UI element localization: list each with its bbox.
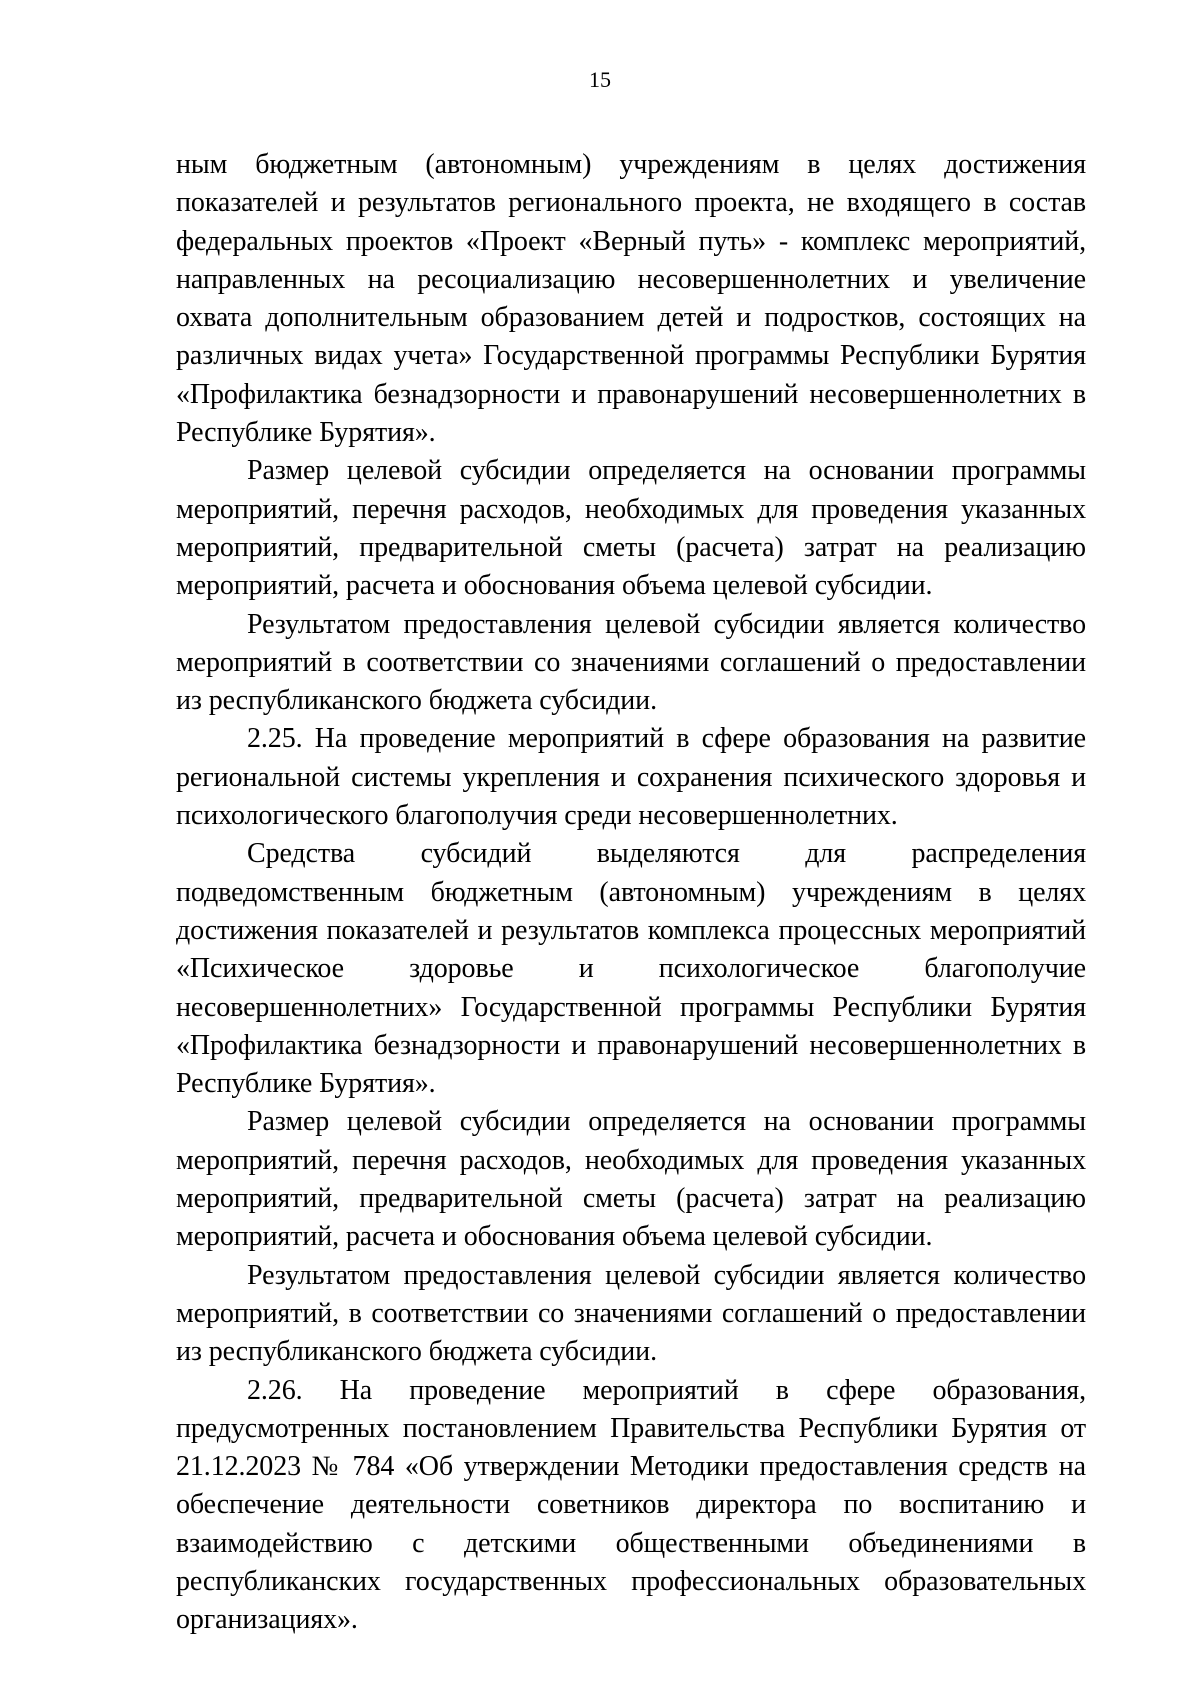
paragraph-subsidy-size: Размер целевой субсидии определяется на основании программы мероприятий, перечня расходов, необходимых для проведения указанных мероприятий, предварительной сметы (расчета) затрат на реализацию мероприятий, расчета и обоснования объема целевой субсидии. (176, 455, 1086, 602)
paragraph-subsidy-result-2: Результатом предоставления целевой субсидии является количество мероприятий, в соответствии со значениями соглашений о предоставлении из республиканского бюджета субсидии. (176, 1259, 1086, 1368)
paragraph-subsidy-result: Результатом предоставления целевой субсидии является количество мероприятий в соответствии со значениями соглашений о предоставлении из республиканского бюджета субсидии. (176, 608, 1086, 717)
paragraph-subsidy-funds: Средства субсидий выделяются для распределения подведомственным бюджетным (автономным) учреждениям в целях достижения показателей и результатов комплекса процессных мероприятий «Психическое здоровье и психологическое благополучие несовершеннолетних» Государственной программы Республики Бурятия «Профилактика безнадзорности и правонарушений несовершеннолетних в Республике Бурятия». (176, 838, 1086, 1100)
paragraph-clause-2-25: 2.25. На проведение мероприятий в сфере образования на развитие региональной системы укрепления и сохранения психического здоровья и психологического благополучия среди несовершеннолетних. (176, 723, 1086, 832)
page-number: 15 (589, 67, 611, 92)
paragraph-subsidy-size-2: Размер целевой субсидии определяется на основании программы мероприятий, перечня расходов, необходимых для проведения указанных мероприятий, предварительной сметы (расчета) затрат на реализацию мероприятий, расчета и обоснования объема целевой субсидии. (176, 1106, 1086, 1253)
document-body (176, 146, 1086, 1640)
paragraph-clause-2-26: 2.26. На проведение мероприятий в сфере образования, предусмотренных постановлением Правительства Республики Бурятия от 21.12.2023 № 784 «Об утверждении Методики предоставления средств на обеспечение деятельности советников директора по воспитанию и взаимодействию с детскими общественными объединениями в республиканских государственных профессиональных образовательных организациях». (176, 1374, 1086, 1636)
paragraph-continuation: ным бюджетным (автономным) учреждениям в целях достижения показателей и результатов регионального проекта, не входящего в состав федеральных проектов «Проект «Верный путь» - комплекс мероприятий, направленных на ресоциализацию несовершеннолетних и увеличение охвата дополнительным образованием детей и подростков, состоящих на различных видах учета» Государственной программы Республики Бурятия «Профилактика безнадзорности и правонарушений несовершеннолетних в Республике Бурятия». (176, 149, 1086, 449)
